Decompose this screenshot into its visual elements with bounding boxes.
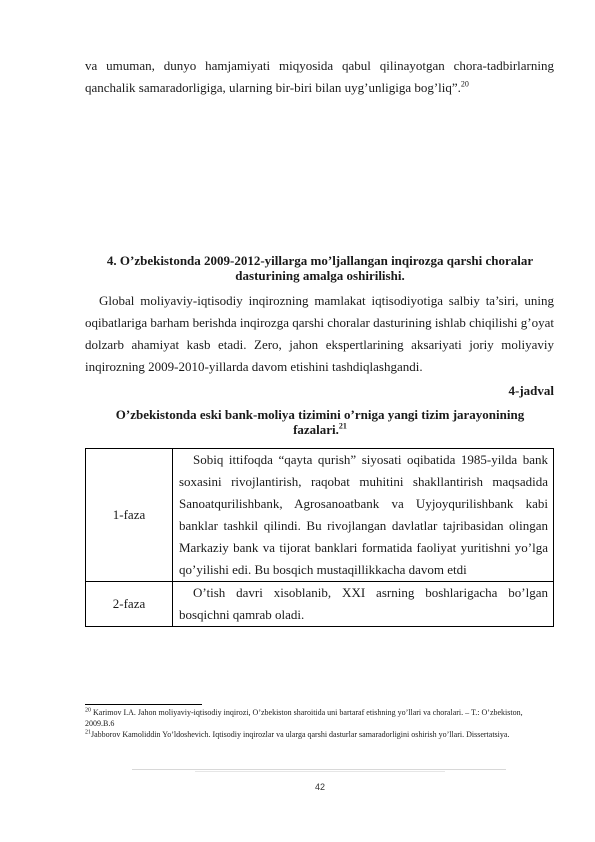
table-row bbox=[86, 449, 554, 582]
body-paragraph: Global moliyaviy-iqtisodiy inqirozning mamlakat iqtisodiyotiga salbiy ta’siri, uning oqibatlariga barham berishda inqirozga qarshi choralar dasturining ishlab chiqilishi g’oyat dolzarb ahamiyat kasb etadi. Zero, jahon ekspertlarining aksariyati joriy moliyaviy inqirozning 2009-2010-yillarda davom etishini tashdiqlashgandi. bbox=[85, 293, 554, 374]
table-label: 4-jadval bbox=[508, 383, 554, 398]
footnote-ref-20: 20 bbox=[460, 79, 469, 89]
description-cell: O’tish davri xisoblanib, XXI asrning boshlarigacha bo’lgan bosqichni qamrab oladi. bbox=[173, 582, 554, 627]
footnote-ref-21: 21 bbox=[338, 421, 347, 431]
table-caption bbox=[100, 407, 540, 437]
footnote-text: Karimov I.A. Jahon moliyaviy-iqtisodiy inqirozi, O’zbekiston sharoitida uni bartaraf etishning yo’llari va choralari. – T.: O’zbekiston, 2009.B.6 bbox=[85, 708, 523, 728]
intro-text: va umuman, dunyo hamjamiyati miqyosida qabul qilinayotgan chora-tadbirlarning qanchalik samaradorligiga, ularning bir-biri bilan uyg’unligiga bog’liq”. bbox=[85, 58, 554, 95]
phase-cell: 1-faza bbox=[86, 449, 173, 582]
footnote bbox=[85, 729, 545, 740]
phase-cell: 2-faza bbox=[86, 582, 173, 627]
description-cell: Sobiq ittifoqda “qayta qurish” siyosati oqibatida 1985-yilda bank soxasini rivojlantirish, raqobat muhitini shakllantirish maqsadida Sanoatqurilishbank, Agrosanoatbank va Uyjoyqurilishbank kabi banklar tashkil qilindi. Bu rivojlangan davlatlar tajribasidan olingan Markaziy bank va tijorat banklari formatida faoliyat yuritishni yo’lga qo’yilishi edi. Bu bosqich mustaqillikkacha davom etdi bbox=[173, 449, 554, 582]
footnote-separator bbox=[85, 704, 202, 705]
footnote bbox=[85, 707, 545, 729]
section-heading: 4. O’zbekistonda 2009-2012-yillarga mo’ljallangan inqirozga qarshi choralar dasturining amalga oshirilishi. bbox=[106, 253, 534, 283]
table-row bbox=[86, 582, 554, 627]
page-footer-divider bbox=[132, 769, 506, 770]
footnote-marker: 20 bbox=[85, 707, 91, 714]
phases-table bbox=[85, 448, 554, 627]
page-footer-divider-inner bbox=[195, 771, 445, 772]
page-number: 42 bbox=[314, 782, 325, 792]
intro-paragraph bbox=[85, 55, 554, 99]
footnote-text: Jabborov Kamoliddin Yo’ldoshevich. Iqtisodiy inqirozlar va ularga qarshi dasturlar samaradorligini oshirish yo’llari. Dissertatsiya. bbox=[91, 730, 510, 739]
table-caption-text: O’zbekistonda eski bank-moliya tizimini o’rniga yangi tizim jarayonining fazalari. bbox=[115, 407, 525, 437]
footnote-marker: 21 bbox=[85, 729, 91, 736]
